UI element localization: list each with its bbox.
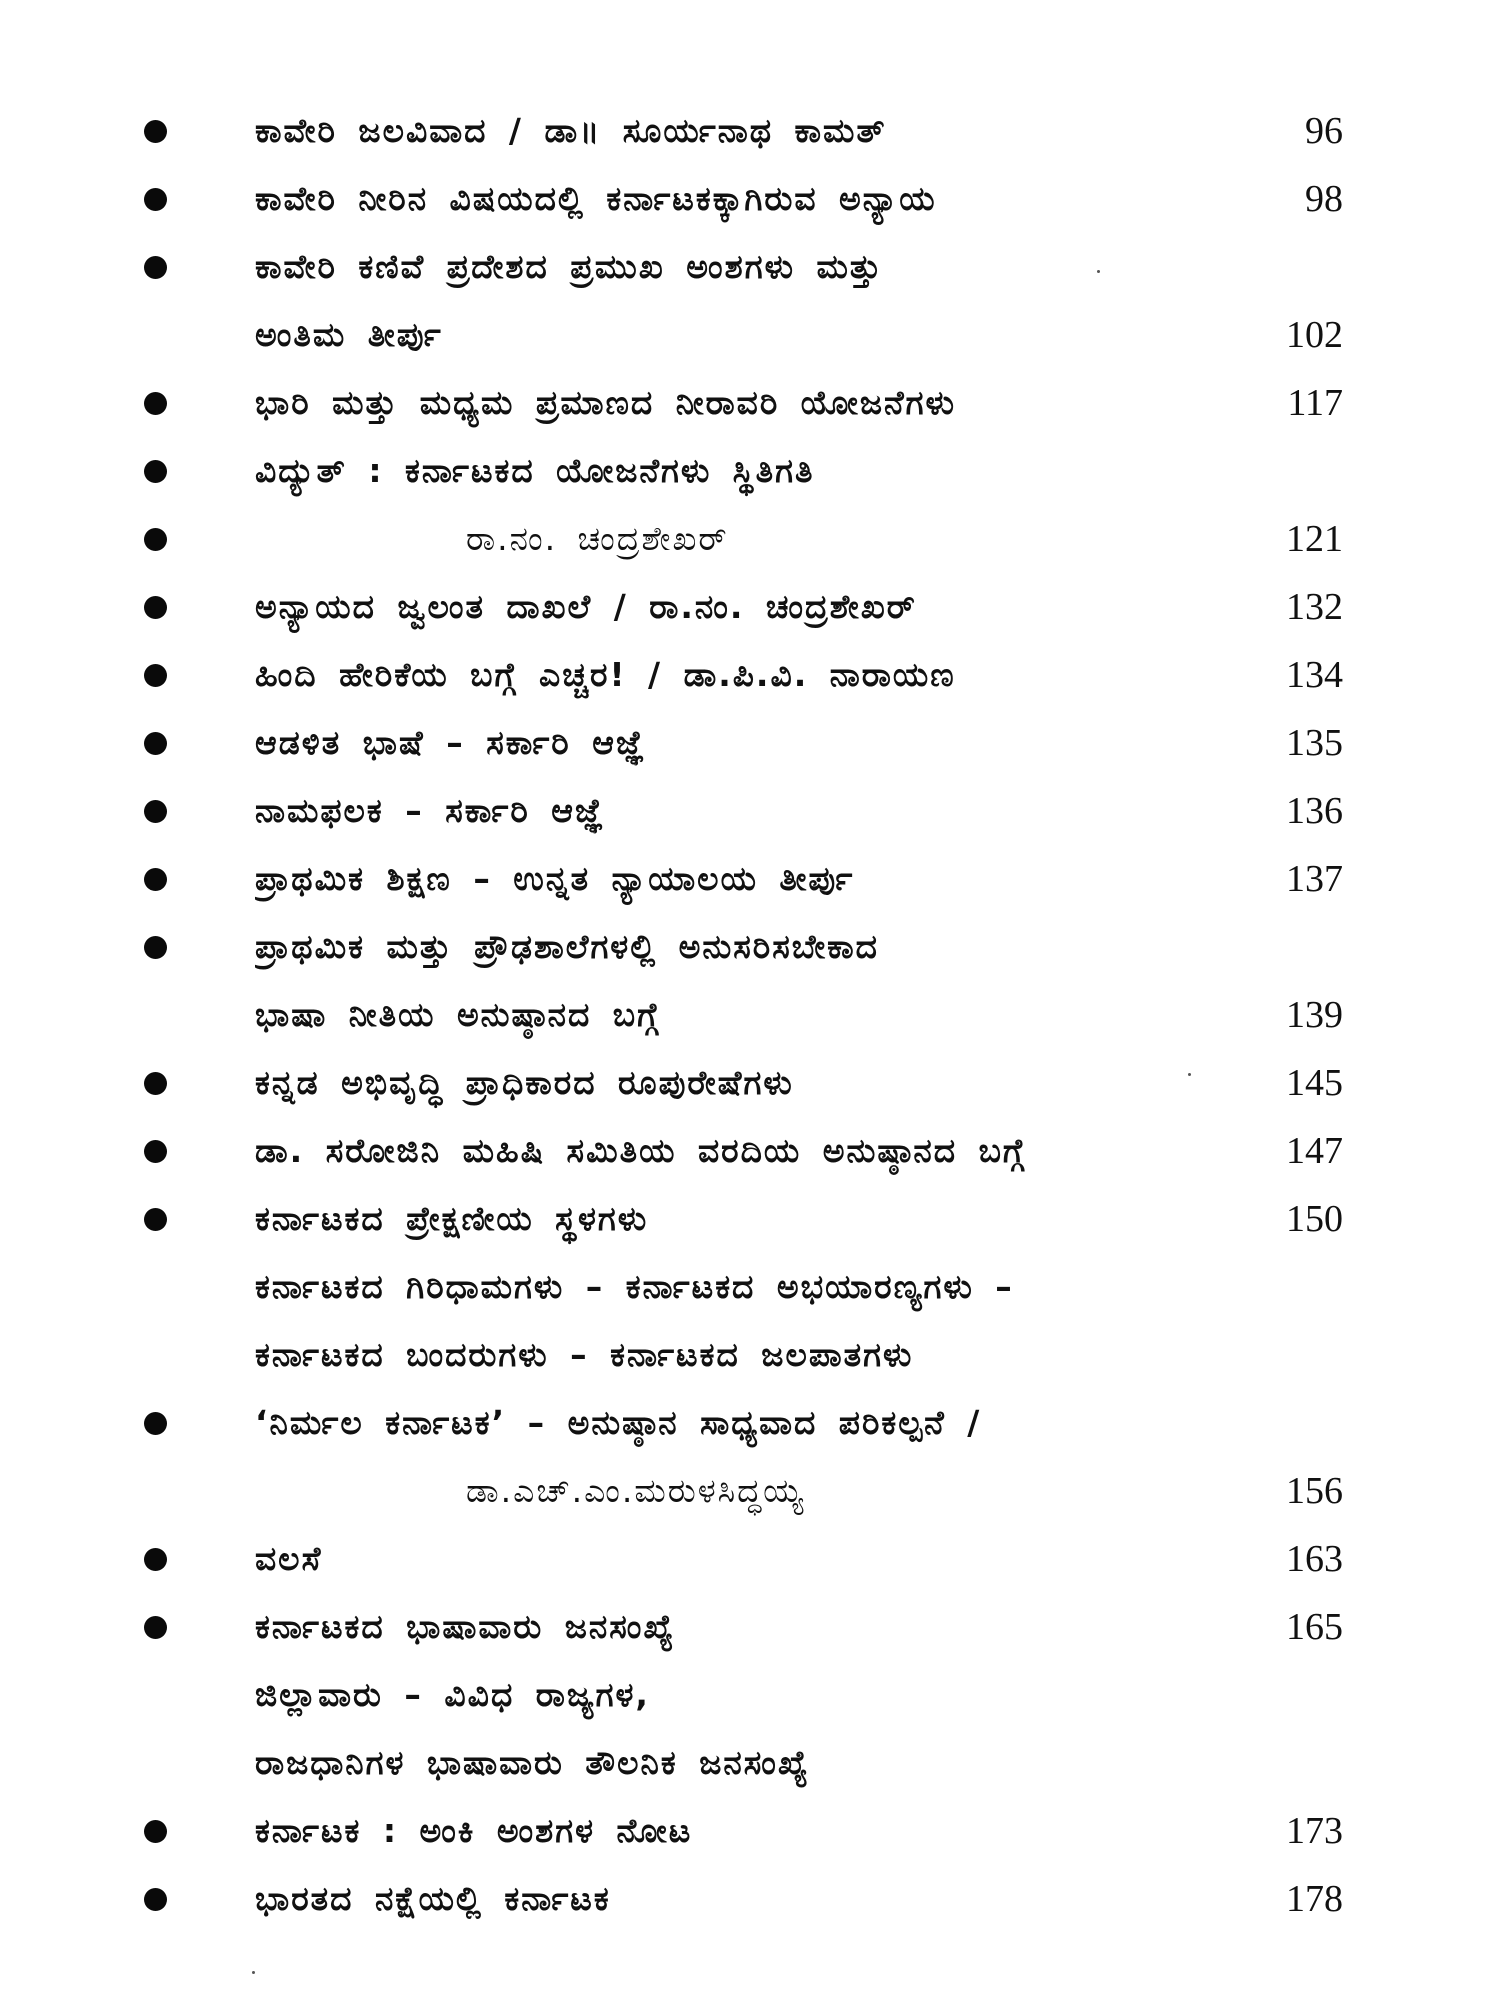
entry-subtopics: ಕರ್ನಾಟಕದ ಗಿರಿಧಾಮಗಳು – ಕರ್ನಾಟಕದ ಅಭಯಾರಣ್ಯಗಳು – [255,1267,1014,1306]
toc-line [0,1321,1500,1389]
toc-entry [0,1185,1500,1389]
toc-line [0,1729,1500,1797]
bullet-icon [144,256,167,279]
page-number: 165 [1286,1606,1343,1648]
toc-line [0,709,1500,777]
bullet-icon [144,1888,167,1911]
bullet-icon [144,460,167,483]
entry-title: ಪ್ರಾಥಮಿಕ ಮತ್ತು ಪ್ರೌಢಶಾಲೆಗಳಲ್ಲಿ ಅನುಸರಿಸಬೇಕಾದ [255,927,879,966]
toc-line [0,845,1500,913]
bullet-icon [144,1548,167,1571]
toc-line [0,1185,1500,1253]
entry-title: ಆಡಳಿತ ಭಾಷೆ – ಸರ್ಕಾರಿ ಆಜ್ಞೆ [255,723,647,762]
page-number: 156 [1286,1470,1343,1512]
page-number: 117 [1287,382,1343,424]
toc-entry [0,97,1500,165]
page-number: 98 [1305,178,1343,220]
bullet-icon [144,936,167,959]
toc-entry [0,1049,1500,1117]
entry-subtopics: ಜಿಲ್ಲಾವಾರು – ವಿವಿಧ ರಾಜ್ಯಗಳ, [255,1675,650,1714]
entry-title: ಭಾರತದ ನಕ್ಷೆಯಲ್ಲಿ ಕರ್ನಾಟಕ [255,1879,611,1918]
page-number: 96 [1305,110,1343,152]
page-number: 132 [1286,586,1343,628]
toc-entry [0,777,1500,845]
bullet-icon [144,188,167,211]
entry-title: ಭಾರಿ ಮತ್ತು ಮಧ್ಯಮ ಪ್ರಮಾಣದ ನೀರಾವರಿ ಯೋಜನೆಗಳು [255,383,956,422]
toc-entry [0,233,1500,369]
toc-entry [0,165,1500,233]
entry-title: ಅನ್ಯಾಯದ ಜ್ವಲಂತ ದಾಖಲೆ / ರಾ.ನಂ. ಚಂದ್ರಶೇಖರ್ [255,587,917,626]
toc-line [0,1593,1500,1661]
toc-line [0,1865,1500,1933]
toc-entry [0,1593,1500,1797]
toc-line [0,165,1500,233]
entry-author: ರಾ.ನಂ. ಚಂದ್ರಶೇಖರ್ [466,519,729,558]
bullet-icon [144,732,167,755]
bullet-icon [144,1820,167,1843]
entry-title: ಕರ್ನಾಟಕದ ಪ್ರೇಕ್ಷಣೀಯ ಸ್ಥಳಗಳು [255,1199,649,1238]
bullet-icon [144,528,167,551]
toc-line [0,1389,1500,1457]
bullet-icon [144,1072,167,1095]
entry-title-continued: ಭಾಷಾ ನೀತಿಯ ಅನುಷ್ಠಾನದ ಬಗ್ಗೆ [255,995,661,1034]
page-number: 150 [1286,1198,1343,1240]
toc-entry [0,573,1500,641]
toc-line [0,1253,1500,1321]
bullet-icon [144,800,167,823]
toc-line [0,573,1500,641]
page-number: 121 [1286,518,1343,560]
page-number: 139 [1286,994,1343,1036]
toc-line [0,437,1500,505]
page-number: 145 [1286,1062,1343,1104]
entry-title: ಹಿಂದಿ ಹೇರಿಕೆಯ ಬಗ್ಗೆ ಎಚ್ಚರ! / ಡಾ.ಪಿ.ವಿ. ನಾರಾಯಣ [255,655,956,694]
entry-title: ವಲಸೆ [255,1539,323,1578]
toc-line [0,1661,1500,1729]
toc-line [0,505,1500,573]
toc-line [0,913,1500,981]
toc-entry [0,913,1500,1049]
toc-line [0,1457,1500,1525]
entry-title: ‘ನಿರ್ಮಲ ಕರ್ನಾಟಕ’ – ಅನುಷ್ಠಾನ ಸಾಧ್ಯವಾದ ಪರಿಕಲ್ಪನೆ / [255,1403,982,1442]
bullet-icon [144,392,167,415]
toc-entry [0,641,1500,709]
bullet-icon [144,664,167,687]
page-number: 134 [1286,654,1343,696]
entry-author: ಡಾ.ಎಚ್.ಎಂ.ಮರುಳಸಿದ್ಧಯ್ಯ [466,1471,806,1510]
toc-entry [0,1525,1500,1593]
bullet-icon [144,1208,167,1231]
page-number: 135 [1286,722,1343,764]
toc-line [0,777,1500,845]
bullet-icon [144,868,167,891]
entry-title: ಪ್ರಾಥಮಿಕ ಶಿಕ್ಷಣ – ಉನ್ನತ ನ್ಯಾಯಾಲಯ ತೀರ್ಪು [255,859,855,898]
entry-title: ವಿದ್ಯುತ್ : ಕರ್ನಾಟಕದ ಯೋಜನೆಗಳು ಸ್ಥಿತಿಗತಿ [255,451,815,490]
toc-entry [0,437,1500,505]
toc-line [0,1049,1500,1117]
entry-title: ಕಾವೇರಿ ನೀರಿನ ವಿಷಯದಲ್ಲಿ ಕರ್ನಾಟಕಕ್ಕಾಗಿರುವ ಅನ್ಯಾಯ [255,179,937,218]
bullet-icon [144,1140,167,1163]
toc-entry [0,845,1500,913]
entry-subtopics: ರಾಜಧಾನಿಗಳ ಭಾಷಾವಾರು ತೌಲನಿಕ ಜನಸಂಖ್ಯೆ [255,1743,810,1782]
toc-line [0,369,1500,437]
page-number: 178 [1286,1878,1343,1920]
page-number: 137 [1286,858,1343,900]
entry-title: ಕಾವೇರಿ ಜಲವಿವಾದ / ಡಾ॥ ಸೂರ್ಯನಾಥ ಕಾಮತ್ [255,111,887,150]
entry-title: ಕರ್ನಾಟಕದ ಭಾಷಾವಾರು ಜನಸಂಖ್ಯೆ [255,1607,676,1646]
toc-entry [0,1389,1500,1525]
page-number: 163 [1286,1538,1343,1580]
scan-speck [252,1971,255,1974]
page-number: 173 [1286,1810,1343,1852]
toc-entry [0,505,1500,573]
entry-title: ಕರ್ನಾಟಕ : ಅಂಕಿ ಅಂಶಗಳ ನೋಟ [255,1811,693,1850]
entry-title: ಕನ್ನಡ ಅಭಿವೃದ್ಧಿ ಪ್ರಾಧಿಕಾರದ ರೂಪುರೇಷೆಗಳು [255,1063,794,1102]
entry-title: ಕಾವೇರಿ ಕಣಿವೆ ಪ್ರದೇಶದ ಪ್ರಮುಖ ಅಂಶಗಳು ಮತ್ತು [255,247,883,286]
toc-line [0,1797,1500,1865]
bullet-icon [144,1412,167,1435]
page-number: 102 [1286,314,1343,356]
bullet-icon [144,1616,167,1639]
toc-line [0,301,1500,369]
entry-title: ನಾಮಫಲಕ – ಸರ್ಕಾರಿ ಆಜ್ಞೆ [255,791,606,830]
bullet-icon [144,596,167,619]
entry-title-continued: ಅಂತಿಮ ತೀರ್ಪು [255,315,443,354]
toc-entry [0,1797,1500,1865]
bullet-icon [144,120,167,143]
toc-line [0,1117,1500,1185]
toc-line [0,1525,1500,1593]
table-of-contents [0,97,1500,1933]
toc-line [0,981,1500,1049]
toc-entry [0,709,1500,777]
toc-entry [0,1865,1500,1933]
page-number: 147 [1286,1130,1343,1172]
entry-subtopics: ಕರ್ನಾಟಕದ ಬಂದರುಗಳು – ಕರ್ನಾಟಕದ ಜಲಪಾತಗಳು [255,1335,914,1374]
page-number: 136 [1286,790,1343,832]
toc-line [0,97,1500,165]
toc-line [0,641,1500,709]
toc-entry [0,369,1500,437]
entry-title: ಡಾ. ಸರೋಜಿನಿ ಮಹಿಷಿ ಸಮಿತಿಯ ವರದಿಯ ಅನುಷ್ಠಾನದ ಬಗ್ಗೆ [255,1131,1026,1170]
toc-line [0,233,1500,301]
toc-entry [0,1117,1500,1185]
